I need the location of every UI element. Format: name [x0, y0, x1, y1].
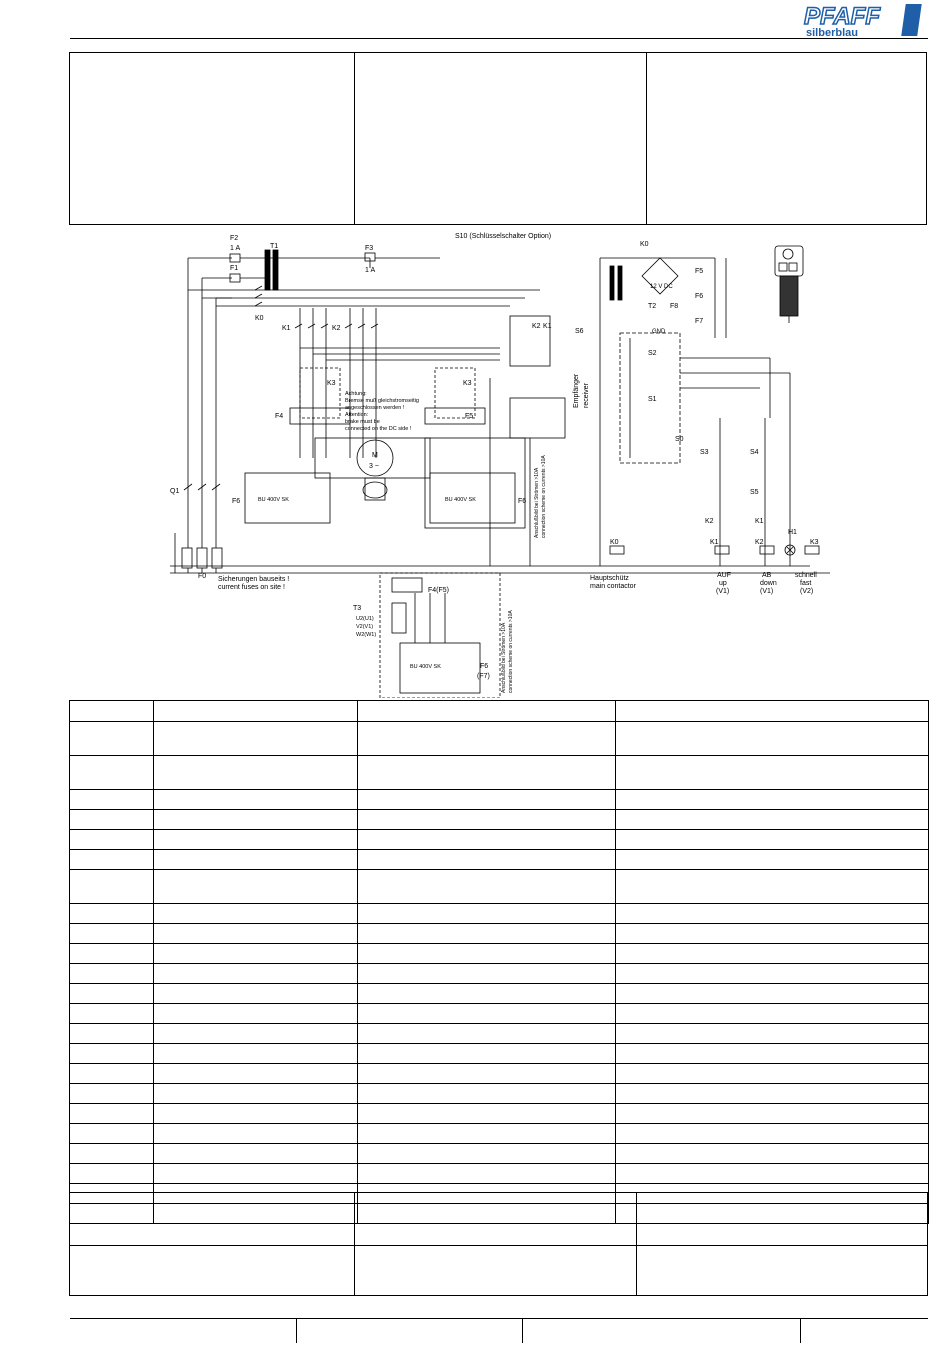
table-cell	[358, 1044, 616, 1064]
label-bu: BU 400V SK	[410, 664, 441, 670]
sig-divider	[636, 1193, 637, 1295]
label-brake: connected on the DC side !	[345, 426, 412, 432]
sig-divider	[354, 1193, 355, 1295]
label-K0: K0	[640, 241, 649, 248]
table-cell	[358, 790, 616, 810]
label-w2: W2(W1)	[356, 632, 377, 638]
table-cell	[154, 870, 358, 904]
label-K2: K2	[705, 518, 714, 525]
table-cell	[616, 756, 929, 790]
table-cell	[358, 701, 616, 722]
label-motor: M	[372, 452, 378, 459]
table-cell	[358, 1164, 616, 1184]
table-cell	[154, 756, 358, 790]
table-cell	[70, 1044, 154, 1064]
table-cell	[154, 1024, 358, 1044]
label-K2: K2	[532, 323, 541, 330]
table-cell	[154, 984, 358, 1004]
pfaff-logo	[802, 2, 926, 40]
table-cell	[70, 1144, 154, 1164]
label-up: up	[719, 580, 727, 587]
table-cell	[358, 1104, 616, 1124]
table-row	[70, 944, 929, 964]
table-cell	[70, 870, 154, 904]
table-cell	[70, 1104, 154, 1124]
table-cell	[70, 850, 154, 870]
table-cell	[70, 944, 154, 964]
label-bremse: angeschlossen werden !	[345, 405, 405, 411]
table-cell	[358, 1064, 616, 1084]
table-cell	[616, 984, 929, 1004]
label-S1: S1	[648, 396, 657, 403]
table-row	[70, 924, 929, 944]
label-K3: K3	[810, 539, 819, 546]
table-cell	[70, 1024, 154, 1044]
table-cell	[616, 1024, 929, 1044]
table-row	[70, 1024, 929, 1044]
table-cell	[154, 1064, 358, 1084]
label-bu: BU 400V SK	[258, 497, 289, 503]
table-cell	[358, 924, 616, 944]
table-cell	[616, 830, 929, 850]
label-F4F5: F4(F5)	[428, 587, 449, 594]
table-cell	[154, 790, 358, 810]
sig-divider	[70, 1245, 927, 1246]
table-cell	[616, 964, 929, 984]
table-cell	[358, 964, 616, 984]
label-T3: T3	[353, 605, 362, 612]
label-bu: BU 400V SK	[445, 497, 476, 503]
label-F6: F6	[480, 663, 489, 670]
label-F5: F5	[695, 268, 704, 275]
table-cell	[70, 790, 154, 810]
table-cell	[616, 810, 929, 830]
table-cell	[154, 1164, 358, 1184]
header-divider	[354, 53, 355, 224]
table-row	[70, 1164, 929, 1184]
table-cell	[154, 1104, 358, 1124]
label-auf: AUF	[717, 572, 731, 579]
table-cell	[616, 870, 929, 904]
label-T1: T1	[270, 243, 279, 250]
table-cell	[616, 850, 929, 870]
label-F0: F0	[198, 573, 207, 580]
label-hauptschuetz: Hauptschütz	[590, 575, 629, 582]
label-F2: F2	[230, 235, 239, 242]
table-cell	[154, 722, 358, 756]
table-row	[70, 984, 929, 1004]
table-cell	[70, 924, 154, 944]
table-cell	[70, 1084, 154, 1104]
label-sicherungen: Sicherungen bauseits !	[218, 576, 290, 583]
label-fuses: current fuses on site !	[218, 584, 285, 591]
label-Q1: Q1	[170, 488, 180, 495]
label-F8: F8	[670, 303, 679, 310]
label-empfaenger: Empfänger	[573, 373, 580, 408]
label-connection: connection scheme on currents >10A	[541, 455, 547, 538]
label-v2: (V2)	[800, 588, 814, 595]
header-divider	[646, 53, 647, 224]
table-cell	[358, 830, 616, 850]
table-cell	[154, 1144, 358, 1164]
table-row	[70, 1084, 929, 1104]
table-cell	[616, 944, 929, 964]
label-receiver: receiver	[583, 383, 590, 408]
table-cell	[70, 964, 154, 984]
table-cell	[70, 1004, 154, 1024]
table-cell	[358, 870, 616, 904]
label-K1: K1	[282, 325, 291, 332]
table-cell	[358, 984, 616, 1004]
label-12vdc: 12 V DC	[650, 284, 673, 290]
wiring-schematic	[170, 228, 835, 698]
table-cell	[358, 944, 616, 964]
label-S6: S6	[575, 328, 584, 335]
table-cell	[70, 830, 154, 850]
table-cell	[154, 964, 358, 984]
table-cell	[358, 756, 616, 790]
label-K3: K3	[327, 380, 336, 387]
label-F4: F4	[275, 413, 284, 420]
label-F6: F6	[232, 498, 241, 505]
table-row	[70, 701, 929, 722]
label-K2: K2	[755, 539, 764, 546]
table-cell	[154, 701, 358, 722]
label-F1: F1	[230, 265, 239, 272]
label-connection: connection scheme on currents >10A	[508, 610, 514, 693]
table-cell	[154, 1124, 358, 1144]
logo-brand: PFAFF	[804, 3, 880, 30]
table-cell	[616, 790, 929, 810]
label-S10: S10 (Schlüsselschalter Option)	[455, 233, 552, 240]
table-cell	[70, 1124, 154, 1144]
label-K2: K2	[332, 325, 341, 332]
table-cell	[616, 904, 929, 924]
header-box	[69, 52, 927, 225]
table-cell	[616, 1124, 929, 1144]
table-row	[70, 1044, 929, 1064]
table-cell	[616, 1044, 929, 1064]
label-T2: T2	[648, 303, 657, 310]
table-cell	[358, 1004, 616, 1024]
label-anschluss: Anschlußbild bei Strömen >10A	[534, 467, 540, 538]
label-F5: F5	[465, 413, 474, 420]
table-cell	[154, 850, 358, 870]
table-row	[70, 790, 929, 810]
label-gnd: GND	[652, 329, 666, 335]
label-schnell: schnell	[795, 572, 817, 579]
table-cell	[358, 1124, 616, 1144]
table-cell	[358, 722, 616, 756]
table-cell	[70, 984, 154, 1004]
label-bremse: Bremse muß gleichstromseitig	[345, 398, 419, 404]
table-cell	[70, 1064, 154, 1084]
label-achtung: Achtung:	[345, 391, 367, 397]
label-K0: K0	[610, 539, 619, 546]
label-S5: S5	[750, 489, 759, 496]
table-cell	[616, 1004, 929, 1024]
label-K1: K1	[755, 518, 764, 525]
label-ab: AB	[762, 572, 772, 579]
table-row	[70, 830, 929, 850]
table-cell	[70, 722, 154, 756]
label-K3: K3	[463, 380, 472, 387]
label-v1: (V1)	[716, 588, 730, 595]
table-row	[70, 870, 929, 904]
signature-box	[69, 1192, 928, 1296]
footer-divider	[522, 1318, 523, 1343]
label-F6: F6	[695, 293, 704, 300]
label-1A: 1 A	[365, 267, 376, 274]
label-v1: (V1)	[760, 588, 774, 595]
label-S2: S2	[648, 350, 657, 357]
top-rule	[70, 38, 928, 39]
table-cell	[358, 904, 616, 924]
table-cell	[70, 756, 154, 790]
table-row	[70, 1064, 929, 1084]
label-attention: Attention:	[345, 412, 369, 418]
footer-divider	[800, 1318, 801, 1343]
label-v2: V2(V1)	[356, 624, 374, 630]
footer-divider	[296, 1318, 297, 1343]
label-S4: S4	[750, 449, 759, 456]
label-K0: K0	[255, 315, 264, 322]
label-F7: (F7)	[477, 673, 490, 680]
table-cell	[616, 1084, 929, 1104]
table-cell	[616, 1064, 929, 1084]
table-cell	[358, 1084, 616, 1104]
table-row	[70, 722, 929, 756]
table-cell	[154, 944, 358, 964]
table-row	[70, 1104, 929, 1124]
label-F7: F7	[695, 318, 704, 325]
label-down: down	[760, 580, 777, 587]
label-main-contactor: main contactor	[590, 583, 636, 590]
label-K1: K1	[543, 323, 552, 330]
table-row	[70, 850, 929, 870]
label-motor-3: 3 ~	[369, 463, 379, 470]
table-cell	[70, 810, 154, 830]
table-row	[70, 904, 929, 924]
table-cell	[616, 1104, 929, 1124]
label-anschluss: Anschlußbild bei Strömen >10A	[501, 622, 507, 693]
table-cell	[616, 924, 929, 944]
logo-sub: silberblau	[806, 27, 858, 39]
table-cell	[154, 1004, 358, 1024]
table-cell	[358, 1024, 616, 1044]
label-brake: brake must be	[345, 419, 380, 425]
table-cell	[154, 830, 358, 850]
label-F3: F3	[365, 245, 374, 252]
table-cell	[358, 1144, 616, 1164]
table-row	[70, 1144, 929, 1164]
label-u2: U2(U1)	[356, 616, 374, 622]
label-K1: K1	[710, 539, 719, 546]
table-cell	[154, 810, 358, 830]
table-cell	[616, 1144, 929, 1164]
table-cell	[70, 904, 154, 924]
table-cell	[154, 904, 358, 924]
label-S0: S0	[675, 436, 684, 443]
table-cell	[154, 924, 358, 944]
table-row	[70, 1004, 929, 1024]
table-cell	[616, 701, 929, 722]
label-1A: 1 A	[230, 245, 241, 252]
table-row	[70, 964, 929, 984]
table-cell	[358, 810, 616, 830]
table-row	[70, 810, 929, 830]
table-cell	[616, 1164, 929, 1184]
table-cell	[616, 722, 929, 756]
parts-table	[69, 700, 929, 1224]
table-row	[70, 756, 929, 790]
table-row	[70, 1124, 929, 1144]
table-cell	[70, 1164, 154, 1184]
table-cell	[70, 701, 154, 722]
label-F6: F6	[518, 498, 527, 505]
label-H1: H1	[788, 529, 797, 536]
table-cell	[154, 1084, 358, 1104]
table-cell	[358, 850, 616, 870]
label-S3: S3	[700, 449, 709, 456]
table-cell	[154, 1044, 358, 1064]
label-fast: fast	[800, 580, 812, 587]
